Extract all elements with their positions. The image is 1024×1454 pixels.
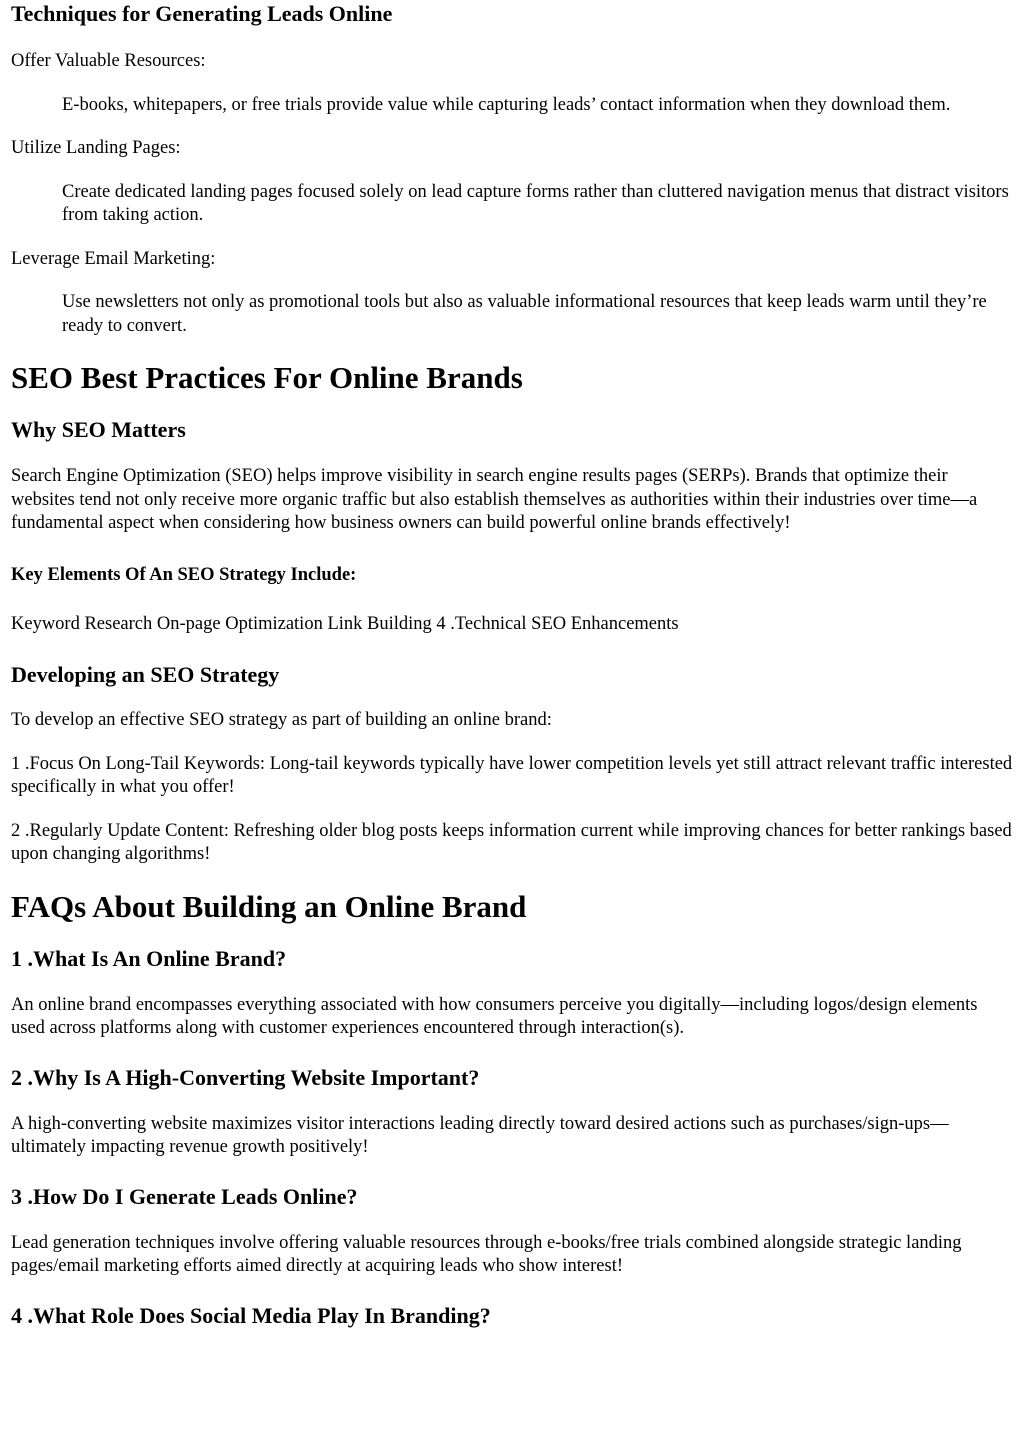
faqs-heading: FAQs About Building an Online Brand	[11, 888, 527, 924]
technique-description: E-books, whitepapers, or free trials provide value while capturing leads’ contact information when they download them.	[62, 94, 951, 115]
seo-step: 1 .Focus On Long-Tail Keywords: Long-tail keywords typically have lower competition levels yet still attract relevant traffic interested specifically in what you offer!	[11, 753, 1013, 797]
faq-question: 2 .Why Is A High-Converting Website Important?	[11, 1064, 480, 1090]
developing-seo-heading: Developing an SEO Strategy	[11, 662, 280, 687]
technique-term: Utilize Landing Pages:	[11, 138, 181, 158]
why-seo-heading: Why SEO Matters	[11, 417, 186, 442]
technique-term: Leverage Email Marketing:	[11, 248, 216, 269]
key-elements-heading: Key Elements Of An SEO Strategy Include:	[11, 564, 357, 585]
technique-term: Offer Valuable Resources:	[11, 51, 206, 71]
key-elements-text: Keyword Research On-page Optimization Link Building 4 .Technical SEO Enhancements	[11, 613, 679, 634]
seo-step: 2 .Regularly Update Content: Refreshing older blog posts keeps information current while improving chances for better rankings based upon changing algorithms!	[11, 820, 1012, 864]
techniques-heading: Techniques for Generating Leads Online	[11, 1, 393, 26]
faq-answer: An online brand encompasses everything associated with how consumers perceive you digitally—including logos/design elements used across platforms along with customer experiences encountered through interaction(s).	[11, 994, 978, 1038]
faq-answer: Lead generation techniques involve offering valuable resources through e-books/free trials combined alongside strategic landing pages/email marketing efforts aimed directly at acquiring leads who show interest!	[11, 1232, 962, 1276]
faq-question: 3 .How Do I Generate Leads Online?	[11, 1183, 358, 1209]
techniques-list	[11, 50, 1014, 338]
developing-seo-intro: To develop an effective SEO strategy as part of building an online brand:	[11, 710, 552, 730]
faq-question: 1 .What Is An Online Brand?	[11, 945, 287, 971]
why-seo-text: Search Engine Optimization (SEO) helps improve visibility in search engine results pages (SERPs). Brands that optimize their websites tend not only receive more organic traffic but also establish themselves as authorities within their industries over time—a fundamental aspect when considering how business owners can build powerful online brands effectively!	[11, 466, 978, 533]
faq-answer: A high-converting website maximizes visitor interactions leading directly toward desired actions such as purchases/sign-ups—ultimately impacting revenue growth positively!	[11, 1113, 949, 1157]
technique-description: Use newsletters not only as promotional tools but also as valuable informational resources that keep leads warm until they’re ready to convert.	[62, 292, 987, 336]
faq-question: 4 .What Role Does Social Media Play In Branding?	[11, 1302, 491, 1328]
technique-description: Create dedicated landing pages focused solely on lead capture forms rather than cluttered navigation menus that distract visitors from taking action.	[62, 181, 1009, 225]
article-page	[11, 0, 1014, 1330]
seo-heading: SEO Best Practices For Online Brands	[11, 360, 523, 395]
